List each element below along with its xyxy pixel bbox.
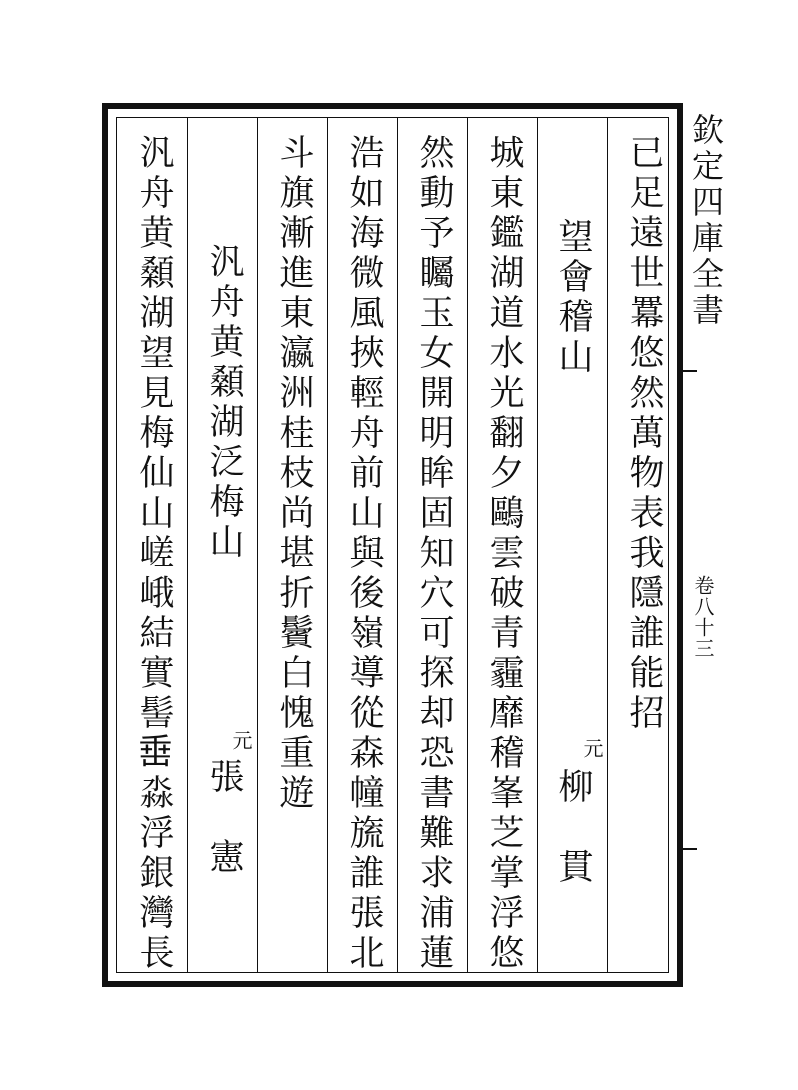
poem-title-1: 望會稽山: [553, 218, 593, 378]
text-column-3: 城東鑑湖道水光翻夕鷗雲破青霾靡稽峯芝掌浮悠: [484, 134, 524, 974]
column-rule: [397, 118, 398, 972]
text-column-8: 汎舟黄顙湖望見梅仙山嵯峨結實髻𡸁淼浮銀灣長: [134, 134, 174, 974]
volume-label: 卷八十三: [691, 575, 715, 659]
text-column-4: 然動予矚玉女開明眸固知穴可探却恐書難求浦蓮: [414, 134, 454, 974]
author-name-1: 柳 貫: [553, 768, 593, 888]
author-name-2: 張 憲: [204, 758, 244, 878]
book-title: 欽定四庫全書: [687, 113, 725, 329]
column-rule: [327, 118, 328, 972]
page-frame: [102, 103, 683, 987]
text-column-1: 已足遠世羃悠然萬物表我隱誰能招: [624, 134, 664, 734]
column-rule: [607, 118, 608, 972]
column-rule: [467, 118, 468, 972]
text-column-6: 斗旗漸進東瀛洲桂枝尚堪折鬢白愧重遊: [274, 134, 314, 814]
margin-mark: [683, 370, 697, 372]
column-rule: [257, 118, 258, 972]
text-column-5: 浩如海微風挾輕舟前山與後嶺導從森幢旒誰張北: [344, 134, 384, 974]
dynasty-label-2: 元: [229, 730, 253, 750]
page-margin: [683, 103, 725, 987]
poem-title-2: 汎舟黄顙湖泛梅山: [204, 243, 244, 563]
text-block: [116, 117, 669, 973]
dynasty-label-1: 元: [580, 738, 604, 758]
margin-mark: [683, 848, 697, 850]
column-rule: [187, 118, 188, 972]
column-rule: [537, 118, 538, 972]
